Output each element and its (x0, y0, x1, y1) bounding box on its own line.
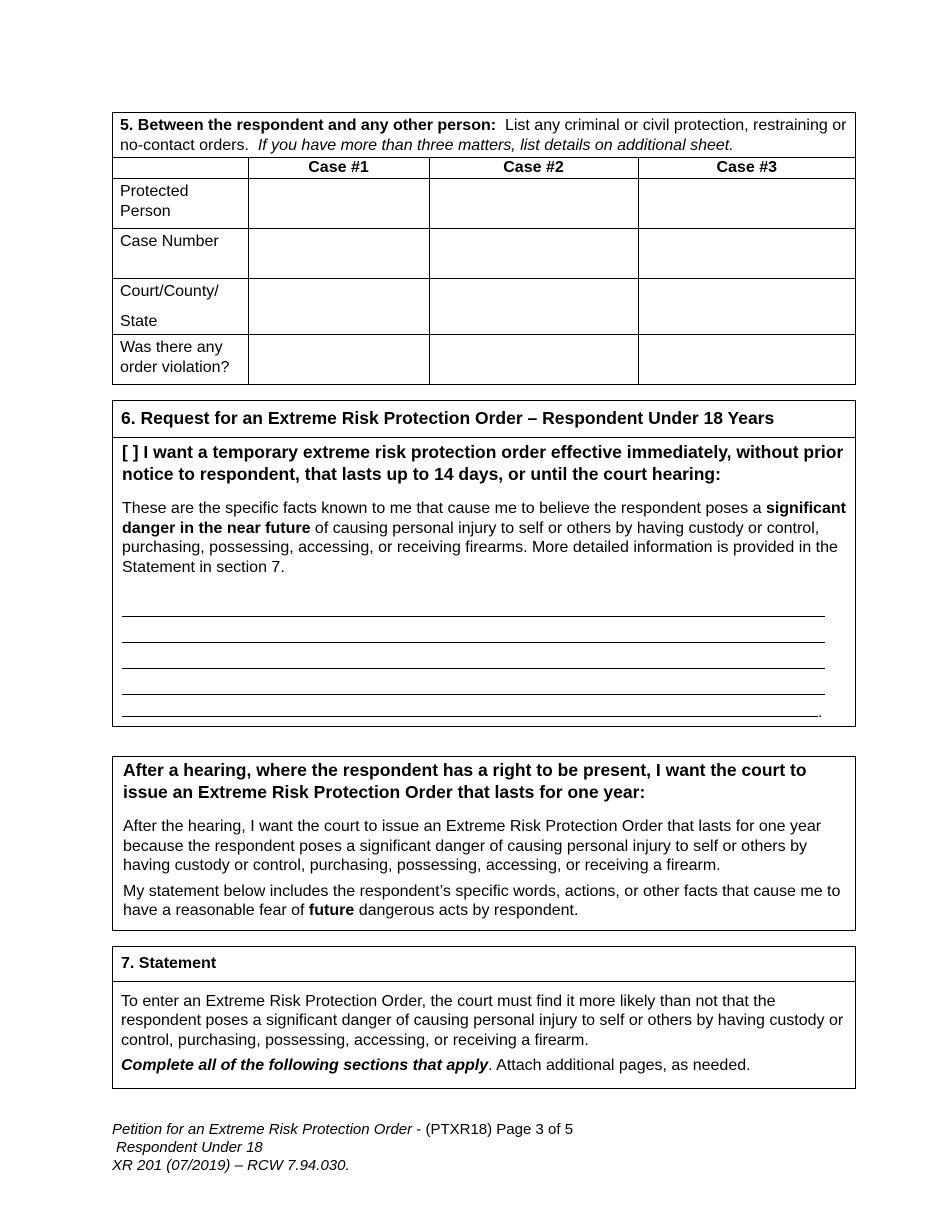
cell-case-number-case-1[interactable] (248, 229, 429, 279)
row-label-court (113, 279, 248, 335)
row-label-court-line-1: Court/County/ (120, 283, 219, 301)
row-label-protected-person: Protected Person (113, 179, 248, 229)
table-row-case-number (113, 229, 855, 279)
one-year-order-heading (123, 760, 845, 803)
cell-case-number-case-3[interactable] (638, 229, 855, 279)
facts-paragraph (122, 499, 847, 577)
footer-form-title: Petition for an Extreme Risk Protection Order (112, 1121, 413, 1138)
section-7-statement (112, 946, 856, 1089)
column-header-case-3: Case #3 (638, 158, 855, 179)
cell-court-case-3[interactable] (638, 279, 855, 335)
facts-line-2[interactable] (122, 617, 825, 643)
facts-text-a: These are the specific facts known to me that cause me to believe the respondent poses a (122, 500, 762, 518)
section-6-title: 6. Request for an Extreme Risk Protection Order – Respondent Under 18 Years (113, 401, 855, 438)
temporary-order-heading-text: I want a temporary extreme risk protection order effective immediately, without prior notice to respondent, that lasts up to 14 days, or until the court hearing (122, 442, 844, 484)
footer-line-3: XR 201 (07/2019) – RCW 7.94.030. (112, 1157, 350, 1174)
footer-form-code: - (PTXR18) Page 3 of 5 (412, 1121, 574, 1138)
one-year-order-para2-b: dangerous acts by respondent. (358, 902, 579, 920)
section-5-heading (113, 113, 855, 158)
temporary-order-block (113, 438, 855, 723)
facts-line-1[interactable] (122, 591, 825, 617)
facts-line-3[interactable] (122, 643, 825, 669)
one-year-order-para2-a: My statement below includes the respondent’s specific words, actions, or other facts that cause me to have a reasonable fear of (123, 882, 841, 920)
section-7-title: 7. Statement (113, 947, 855, 982)
section-5-instructions: List any criminal or civil protection, restraining or no-contact orders. (120, 117, 847, 154)
facts-line-end: . (818, 704, 823, 722)
one-year-order-paragraph-2 (123, 882, 845, 921)
temporary-order-heading (122, 442, 847, 485)
facts-line-5[interactable] (122, 695, 818, 717)
cell-protected-person-case-3[interactable] (638, 179, 855, 229)
table-row-court (113, 279, 855, 335)
cell-violation-case-1[interactable] (248, 335, 429, 385)
statement-instruction-rest: . Attach additional pages, as needed. (488, 1057, 751, 1075)
cell-protected-person-case-2[interactable] (429, 179, 638, 229)
one-year-order-heading-colon: : (639, 781, 646, 802)
section-5-title: 5. Between the respondent and any other person: (120, 117, 497, 134)
footer-line-1 (112, 1121, 573, 1139)
statement-paragraph-1: To enter an Extreme Risk Protection Order, the court must find it more likely than not that the respondent poses a significant danger of causing personal injury to self or others by having custody or control, purchasing, possessing, accessing, or receiving a firearm. (121, 992, 844, 1049)
row-label-violation: Was there any order violation? (120, 339, 230, 376)
one-year-order-block (112, 756, 856, 931)
cell-violation-case-2[interactable] (429, 335, 638, 385)
cell-violation-case-3[interactable] (638, 335, 855, 385)
cell-court-case-1[interactable] (248, 279, 429, 335)
page-footer (112, 1121, 573, 1175)
cell-court-case-2[interactable] (429, 279, 638, 335)
column-header-blank (113, 158, 248, 179)
facts-line-5-wrap (122, 695, 847, 723)
table-header-row (113, 158, 855, 179)
one-year-order-paragraph-1: After the hearing, I want the court to issue an Extreme Risk Protection Order that lasts for one year because the respondent poses a significant danger of causing personal injury to self or others by having custody or control, purchasing, possessing, accessing, or receiving a firearm. (123, 818, 822, 875)
one-year-order-heading-text: After a hearing, where the respondent has a right to be present, I want the court to issue an Extreme Risk Protection Order that lasts for one year (123, 760, 807, 802)
statement-instruction: Complete all of the following sections that apply (121, 1057, 489, 1075)
footer-line-2: Respondent Under 18 (116, 1139, 263, 1156)
section-5-note: If you have more than three matters, list details on additional sheet. (257, 136, 734, 154)
table-row-violation (113, 335, 855, 385)
facts-line-4[interactable] (122, 669, 825, 695)
cell-protected-person-case-1[interactable] (248, 179, 429, 229)
column-header-case-2: Case #2 (429, 158, 638, 179)
table-row-protected-person (113, 179, 855, 229)
row-label-court-line-2: State (120, 312, 158, 330)
one-year-order-emphasis: future (308, 902, 355, 920)
facts-emphasis: significant danger in the near future (122, 500, 846, 537)
section-6-request (112, 400, 856, 727)
column-header-case-1: Case #1 (248, 158, 429, 179)
facts-text-b: of causing personal injury to self or others by having custody or control, purchasing, possessing, accessing, or receiving firearms. More detailed information is provided in the Statement in section 7. (122, 519, 838, 576)
temporary-order-checkbox[interactable]: [ ] (122, 442, 139, 463)
section-5-prior-orders (112, 112, 856, 385)
cell-case-number-case-2[interactable] (429, 229, 638, 279)
prior-orders-table (113, 158, 855, 384)
statement-paragraph-2 (121, 1056, 847, 1076)
row-label-case-number: Case Number (113, 229, 248, 279)
temporary-order-heading-colon: : (715, 463, 721, 484)
